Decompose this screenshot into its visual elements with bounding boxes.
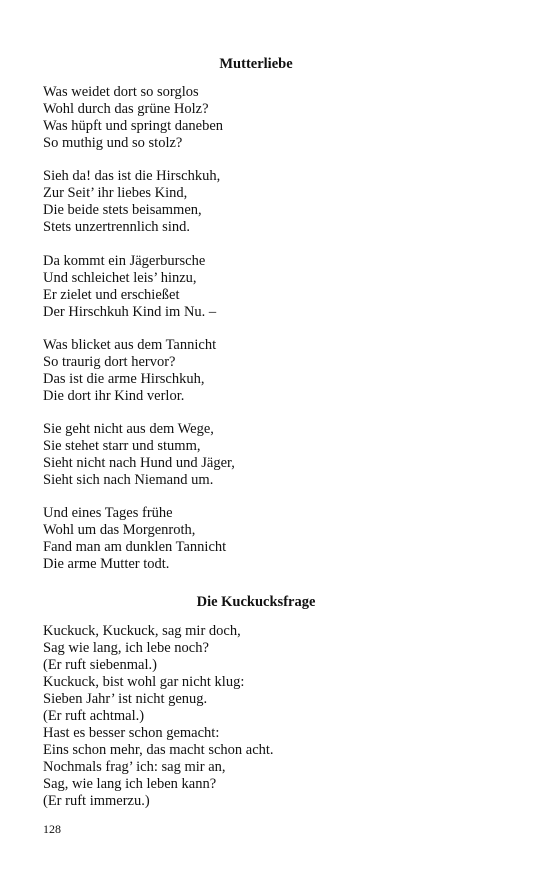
stanza	[43, 623, 493, 810]
verse-line: Sieht sich nach Niemand um.	[43, 472, 214, 488]
verse-line: Sag wie lang, ich lebe noch?	[43, 640, 209, 656]
verse-line: Was weidet dort so sorglos	[43, 84, 199, 100]
verse-line: Was hüpft und springt daneben	[43, 118, 224, 134]
verse-line: Er zielet und erschießet	[43, 287, 180, 303]
verse-line: Sieben Jahr’ ist nicht genug.	[43, 691, 208, 707]
stanza	[43, 253, 493, 321]
verse-line: Wohl durch das grüne Holz?	[43, 101, 209, 117]
verse-line: Die beide stets beisammen,	[43, 202, 202, 218]
stanza	[43, 421, 493, 489]
verse-line: Wohl um das Morgenroth,	[43, 522, 196, 538]
page-number: 128	[43, 822, 61, 836]
stanza	[43, 337, 493, 405]
verse-line: Fand man am dunklen Tannicht	[43, 539, 227, 555]
verse-line: Was blicket aus dem Tannicht	[43, 337, 217, 353]
verse-line: So traurig dort hervor?	[43, 354, 176, 370]
verse-line: Sieh da! das ist die Hirschkuh,	[43, 168, 221, 184]
stanza	[43, 168, 493, 236]
verse-line: Sie geht nicht aus dem Wege,	[43, 421, 214, 437]
verse-line: Kuckuck, bist wohl gar nicht klug:	[43, 674, 245, 690]
verse-line: So muthig und so stolz?	[43, 135, 183, 151]
poem-title: Die Kuckucksfrage	[196, 594, 316, 610]
verse-line: (Er ruft siebenmal.)	[43, 657, 157, 673]
verse-line: Nochmals frag’ ich: sag mir an,	[43, 759, 226, 775]
verse-line: Kuckuck, Kuckuck, sag mir doch,	[43, 623, 241, 639]
verse-line: Der Hirschkuh Kind im Nu. –	[43, 304, 217, 320]
verse-line: Sie stehet starr und stumm,	[43, 438, 201, 454]
verse-line: Zur Seit’ ihr liebes Kind,	[43, 185, 188, 201]
verse-line: Die arme Mutter todt.	[43, 556, 170, 572]
verse-line: Hast es besser schon gemacht:	[43, 725, 220, 741]
verse-line: Und schleichet leis’ hinzu,	[43, 270, 197, 286]
verse-line: Sieht nicht nach Hund und Jäger,	[43, 455, 235, 471]
verse-line: Das ist die arme Hirschkuh,	[43, 371, 205, 387]
verse-line: (Er ruft immerzu.)	[43, 793, 150, 809]
verse-line: Und eines Tages frühe	[43, 505, 173, 521]
verse-line: Stets unzertrennlich sind.	[43, 219, 190, 235]
poem-title: Mutterliebe	[219, 56, 293, 72]
verse-line: Eins schon mehr, das macht schon acht.	[43, 742, 274, 758]
stanza	[43, 505, 493, 573]
verse-line: Da kommt ein Jägerbursche	[43, 253, 206, 269]
verse-line: (Er ruft achtmal.)	[43, 708, 145, 724]
verse-line: Sag, wie lang ich leben kann?	[43, 776, 217, 792]
verse-line: Die dort ihr Kind verlor.	[43, 388, 185, 404]
stanza	[43, 84, 493, 152]
